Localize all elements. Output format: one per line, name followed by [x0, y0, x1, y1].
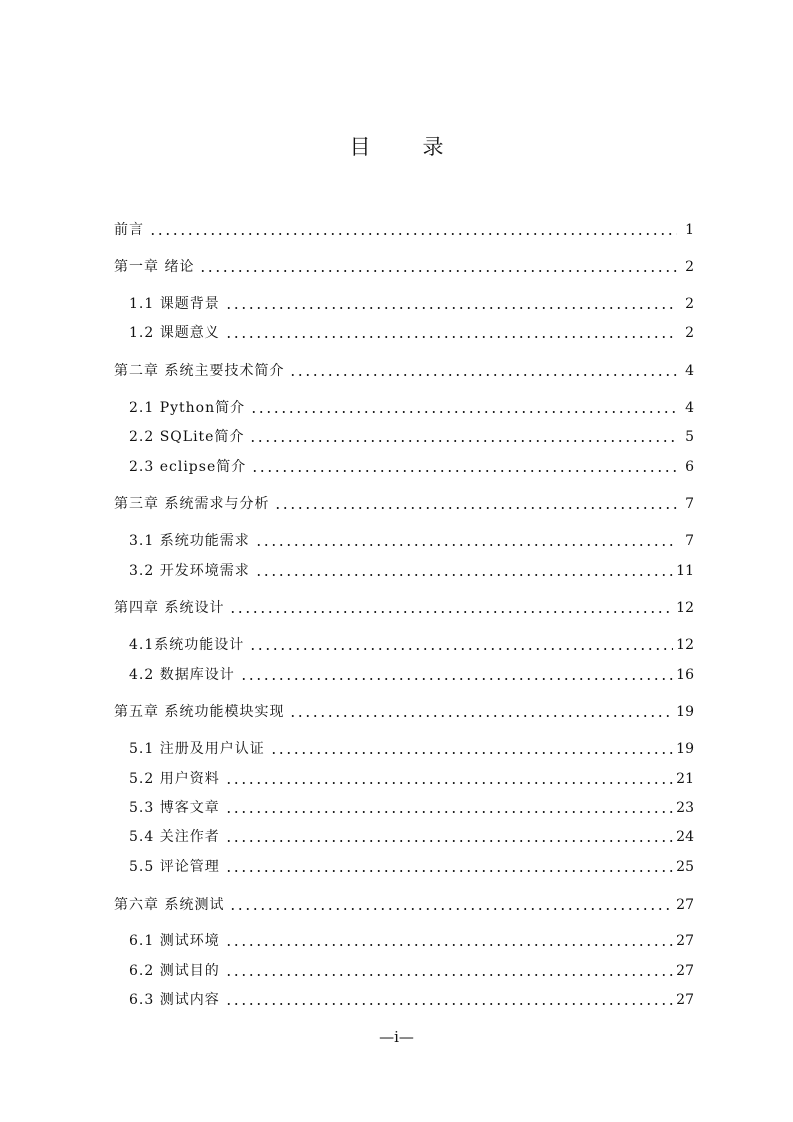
toc-entry-section-6-2[interactable] — [129, 960, 694, 982]
toc-leader-dots — [270, 752, 673, 754]
toc-entry-label: 4.2 数据库设计 — [129, 667, 235, 683]
toc-entry-chapter-4[interactable] — [114, 597, 694, 619]
toc-entry-label: 1.1 课题背景 — [129, 296, 220, 312]
toc-entry-chapter-6[interactable] — [114, 894, 694, 916]
toc-entry-page: 2 — [685, 296, 694, 312]
toc-entry-page: 1 — [685, 222, 694, 238]
toc-entry-page: 24 — [676, 829, 694, 845]
toc-leader-dots — [199, 270, 677, 272]
toc-entry-label: 2.3 eclipse简介 — [129, 459, 247, 475]
page-number-footer: —i— — [379, 1028, 414, 1046]
toc-entry-page: 7 — [685, 533, 694, 549]
toc-entry-page: 5 — [685, 429, 694, 445]
toc-entry-section-3-1[interactable] — [129, 530, 694, 552]
toc-entry-page: 27 — [676, 933, 694, 949]
toc-entry-label: 第五章 系统功能模块实现 — [114, 704, 285, 720]
toc-entry-page: 27 — [676, 897, 694, 913]
toc-title: 目录 — [349, 135, 496, 159]
toc-entry-section-4-2[interactable] — [129, 664, 694, 686]
toc-entry-section-6-3[interactable] — [129, 989, 694, 1011]
toc-entry-page: 16 — [676, 667, 694, 683]
toc-leader-dots — [225, 840, 673, 842]
toc-entry-page: 12 — [676, 637, 694, 653]
toc-entry-label: 6.3 测试内容 — [129, 992, 220, 1008]
toc-entry-label: 5.4 关注作者 — [129, 829, 220, 845]
toc-leader-dots — [225, 1003, 673, 1005]
toc-leader-dots — [274, 507, 677, 509]
toc-entry-section-4-1[interactable] — [129, 634, 694, 656]
toc-leader-dots — [225, 336, 677, 338]
toc-leader-dots — [229, 908, 673, 910]
toc-leader-dots — [225, 782, 673, 784]
toc-leader-dots — [225, 944, 673, 946]
toc-leader-dots — [289, 715, 673, 717]
toc-entry-section-5-4[interactable] — [129, 826, 694, 848]
toc-entry-page: 25 — [676, 859, 694, 875]
toc-leader-dots — [289, 374, 677, 376]
toc-entry-label: 3.2 开发环境需求 — [129, 563, 250, 579]
toc-entry-label: 5.3 博客文章 — [129, 800, 220, 816]
toc-entry-label: 2.2 SQLite简介 — [129, 429, 245, 445]
toc-entry-section-2-2[interactable] — [129, 426, 694, 448]
toc-leader-dots — [255, 544, 677, 546]
toc-entry-page: 2 — [685, 325, 694, 341]
toc-leader-dots — [250, 411, 677, 413]
toc-entry-label: 3.1 系统功能需求 — [129, 533, 250, 549]
toc-entry-page: 21 — [676, 771, 694, 787]
toc-entry-page: 4 — [685, 363, 694, 379]
toc-entry-label: 第一章 绪论 — [114, 259, 195, 275]
toc-leader-dots — [225, 811, 673, 813]
toc-entry-section-5-2[interactable] — [129, 768, 694, 790]
toc-entry-label: 第二章 系统主要技术简介 — [114, 363, 285, 379]
toc-entry-chapter-3[interactable] — [114, 493, 694, 515]
toc-entry-page: 19 — [676, 704, 694, 720]
toc-entry-label: 前言 — [114, 222, 144, 238]
toc-entry-page: 6 — [685, 459, 694, 475]
toc-leader-dots — [251, 470, 677, 472]
toc-leader-dots — [225, 974, 673, 976]
toc-entry-section-5-1[interactable] — [129, 738, 694, 760]
toc-leader-dots — [225, 870, 673, 872]
toc-leader-dots — [249, 648, 673, 650]
toc-entry-label: 5.2 用户资料 — [129, 771, 220, 787]
toc-entry-preface[interactable] — [114, 219, 694, 241]
toc-entry-section-2-1[interactable] — [129, 397, 694, 419]
toc-entry-chapter-2[interactable] — [114, 360, 694, 382]
toc-entry-section-2-3[interactable] — [129, 456, 694, 478]
toc-entry-page: 2 — [685, 259, 694, 275]
toc-entry-page: 11 — [676, 563, 694, 579]
toc-leader-dots — [149, 233, 677, 235]
toc-entry-page: 7 — [685, 496, 694, 512]
toc-entry-section-1-1[interactable] — [129, 293, 694, 315]
toc-entry-section-6-1[interactable] — [129, 930, 694, 952]
toc-entry-page: 4 — [685, 400, 694, 416]
toc-entry-label: 第六章 系统测试 — [114, 897, 225, 913]
toc-entry-page: 23 — [676, 800, 694, 816]
toc-entry-label: 1.2 课题意义 — [129, 325, 220, 341]
toc-entry-label: 5.1 注册及用户认证 — [129, 741, 265, 757]
toc-entry-label: 6.1 测试环境 — [129, 933, 220, 949]
toc-entry-label: 4.1系统功能设计 — [129, 637, 245, 653]
toc-entry-page: 19 — [676, 741, 694, 757]
toc-entry-chapter-1[interactable] — [114, 256, 694, 278]
toc-entry-page: 12 — [676, 600, 694, 616]
toc-entry-label: 5.5 评论管理 — [129, 859, 220, 875]
toc-entry-page: 27 — [676, 992, 694, 1008]
toc-entry-section-5-5[interactable] — [129, 856, 694, 878]
toc-leader-dots — [255, 574, 673, 576]
toc-entry-page: 27 — [676, 963, 694, 979]
toc-leader-dots — [249, 440, 677, 442]
toc-leader-dots — [229, 611, 673, 613]
toc-entry-label: 第三章 系统需求与分析 — [114, 496, 270, 512]
toc-leader-dots — [225, 307, 677, 309]
toc-entry-label: 第四章 系统设计 — [114, 600, 225, 616]
toc-entry-label: 2.1 Python简介 — [129, 400, 246, 416]
toc-entry-chapter-5[interactable] — [114, 701, 694, 723]
toc-leader-dots — [240, 678, 673, 680]
toc-entry-label: 6.2 测试目的 — [129, 963, 220, 979]
toc-entry-section-3-2[interactable] — [129, 560, 694, 582]
toc-entry-section-5-3[interactable] — [129, 797, 694, 819]
toc-entry-section-1-2[interactable] — [129, 322, 694, 344]
